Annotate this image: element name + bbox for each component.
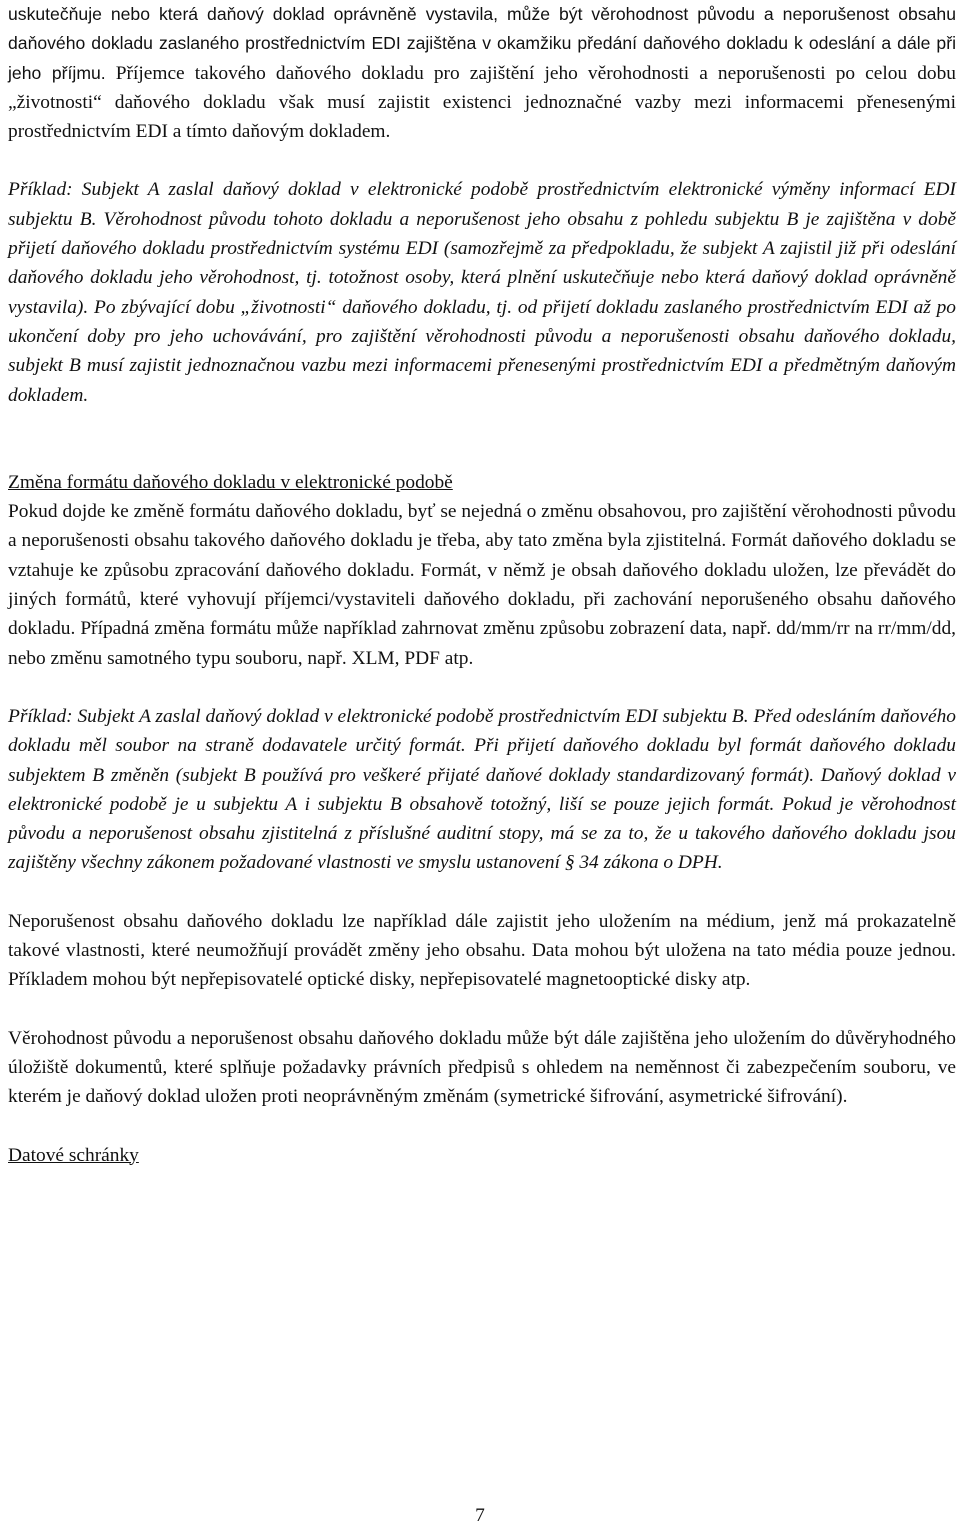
paragraph-edi-intro [8, 0, 956, 146]
paragraph-edi-intro-sans-part: uskutečňuje nebo která daňový doklad oprávněně vystavila, může být věrohodnost původu a neporušenost obsahu daňového dokladu zaslaného prostřednictvím EDI zajištěna v okamžiku předání daňového dokladu k odeslání a dále při jeho příjmu. [8, 4, 956, 83]
paragraph-trusted-storage: Věrohodnost původu a neporušenost obsahu daňového dokladu může být dále zajištěna jeho uložením do důvěryhodného úložiště dokumentů, které splňuje požadavky právních předpisů s ohledem na neměnnost či zabezpečením souboru, ve kterém je daňový doklad uložen proti neoprávněným změnám (symetrické šifrování, asymetrické šifrování). [8, 1027, 956, 1108]
paragraph-edi-intro-serif-part: Příjemce takového daňového dokladu pro zajištění jeho věrohodnosti a neporušenosti po celou dobu „životnosti“ daňového dokladu však musí zajistit existenci jednoznačné vazby mezi informacemi přenesenými prostřednictvím EDI a tímto daňovým dokladem. [8, 62, 956, 143]
section-heading-data-boxes: Datové schránky [8, 1144, 139, 1166]
page-number: 7 [475, 1505, 485, 1526]
example-paragraph-format: Příklad: Subjekt A zaslal daňový doklad v elektronické podobě prostřednictvím EDI subjektu B. Před odesláním daňového dokladu měl soubor na straně dodavatele určitý formát. Při přijetí daňového dokladu byl formát daňového dokladu subjektem B změněn (subjekt B používá pro veškeré přijaté daňové doklady standardizovaný formát). Daňový doklad v elektronické podobě je u subjektu A i subjektu B obsahově totožný, liší se pouze jejich formát. Pokud je věrohodnost původu a neporušenost obsahu zjistitelná z příslušné auditní stopy, má se za to, že u takového daňového dokladu jsou zajištěny všechny zákonem požadované vlastnosti ve smyslu ustanovení § 34 zákona o DPH. [8, 705, 956, 874]
document-page [8, 0, 956, 1170]
section-heading-format-change: Změna formátu daňového dokladu v elektronické podobě [8, 471, 453, 493]
example-paragraph-edi: Příklad: Subjekt A zaslal daňový doklad v elektronické podobě prostřednictvím elektronické výměny informací EDI subjektu B. Věrohodnost původu tohoto dokladu a neporušenost jeho obsahu z pohledu subjektu B je zajištěna v době přijetí daňového dokladu prostřednictvím systému EDI (samozřejmě za předpokladu, že subjekt A zajistil již při odeslání daňového dokladu jeho věrohodnost, tj. totožnost osoby, která plnění uskutečňuje nebo která daňový doklad oprávněně vystavila). Po zbývající dobu „životnosti“ daňového dokladu, tj. od přijetí dokladu zaslaného prostřednictvím EDI až po ukončení doby pro jeho uchovávání, pro zajištění věrohodnosti původu a neporušenosti obsahu daňového dokladu, subjekt B musí zajistit jednoznačnou vazbu mezi informacemi přenesenými prostřednictvím EDI a předmětným daňovým dokladem. [8, 179, 956, 406]
paragraph-storage-media: Neporušenost obsahu daňového dokladu lze například dále zajistit jeho uložením na médium, jenž má prokazatelně takové vlastnosti, které neumožňují provádět změny jeho obsahu. Data mohou být uložena na tato média pouze jednou. Příkladem mohou být nepřepisovatelé optické disky, nepřepisovatelé magnetooptické disky atp. [8, 910, 956, 991]
paragraph-format-change: Pokud dojde ke změně formátu daňového dokladu, byť se nejedná o změnu obsahovou, pro zajištění věrohodnosti původu a neporušenosti obsahu takového daňového dokladu je třeba, aby tato změna byla zjistitelná. Formát daňového dokladu se vztahuje ke způsobu zpracování daňového dokladu. Formát, v němž je obsah daňového dokladu uložen, lze převádět do jiných formátů, které vyhovují příjemci/vystaviteli daňového dokladu, při zachování neporušeného obsahu daňového dokladu. Případná změna formátu může například zahrnovat změnu způsobu zobrazení data, např. dd/mm/rr na rr/mm/dd, nebo změnu samotného typu souboru, např. XLM, PDF atp. [8, 501, 956, 669]
